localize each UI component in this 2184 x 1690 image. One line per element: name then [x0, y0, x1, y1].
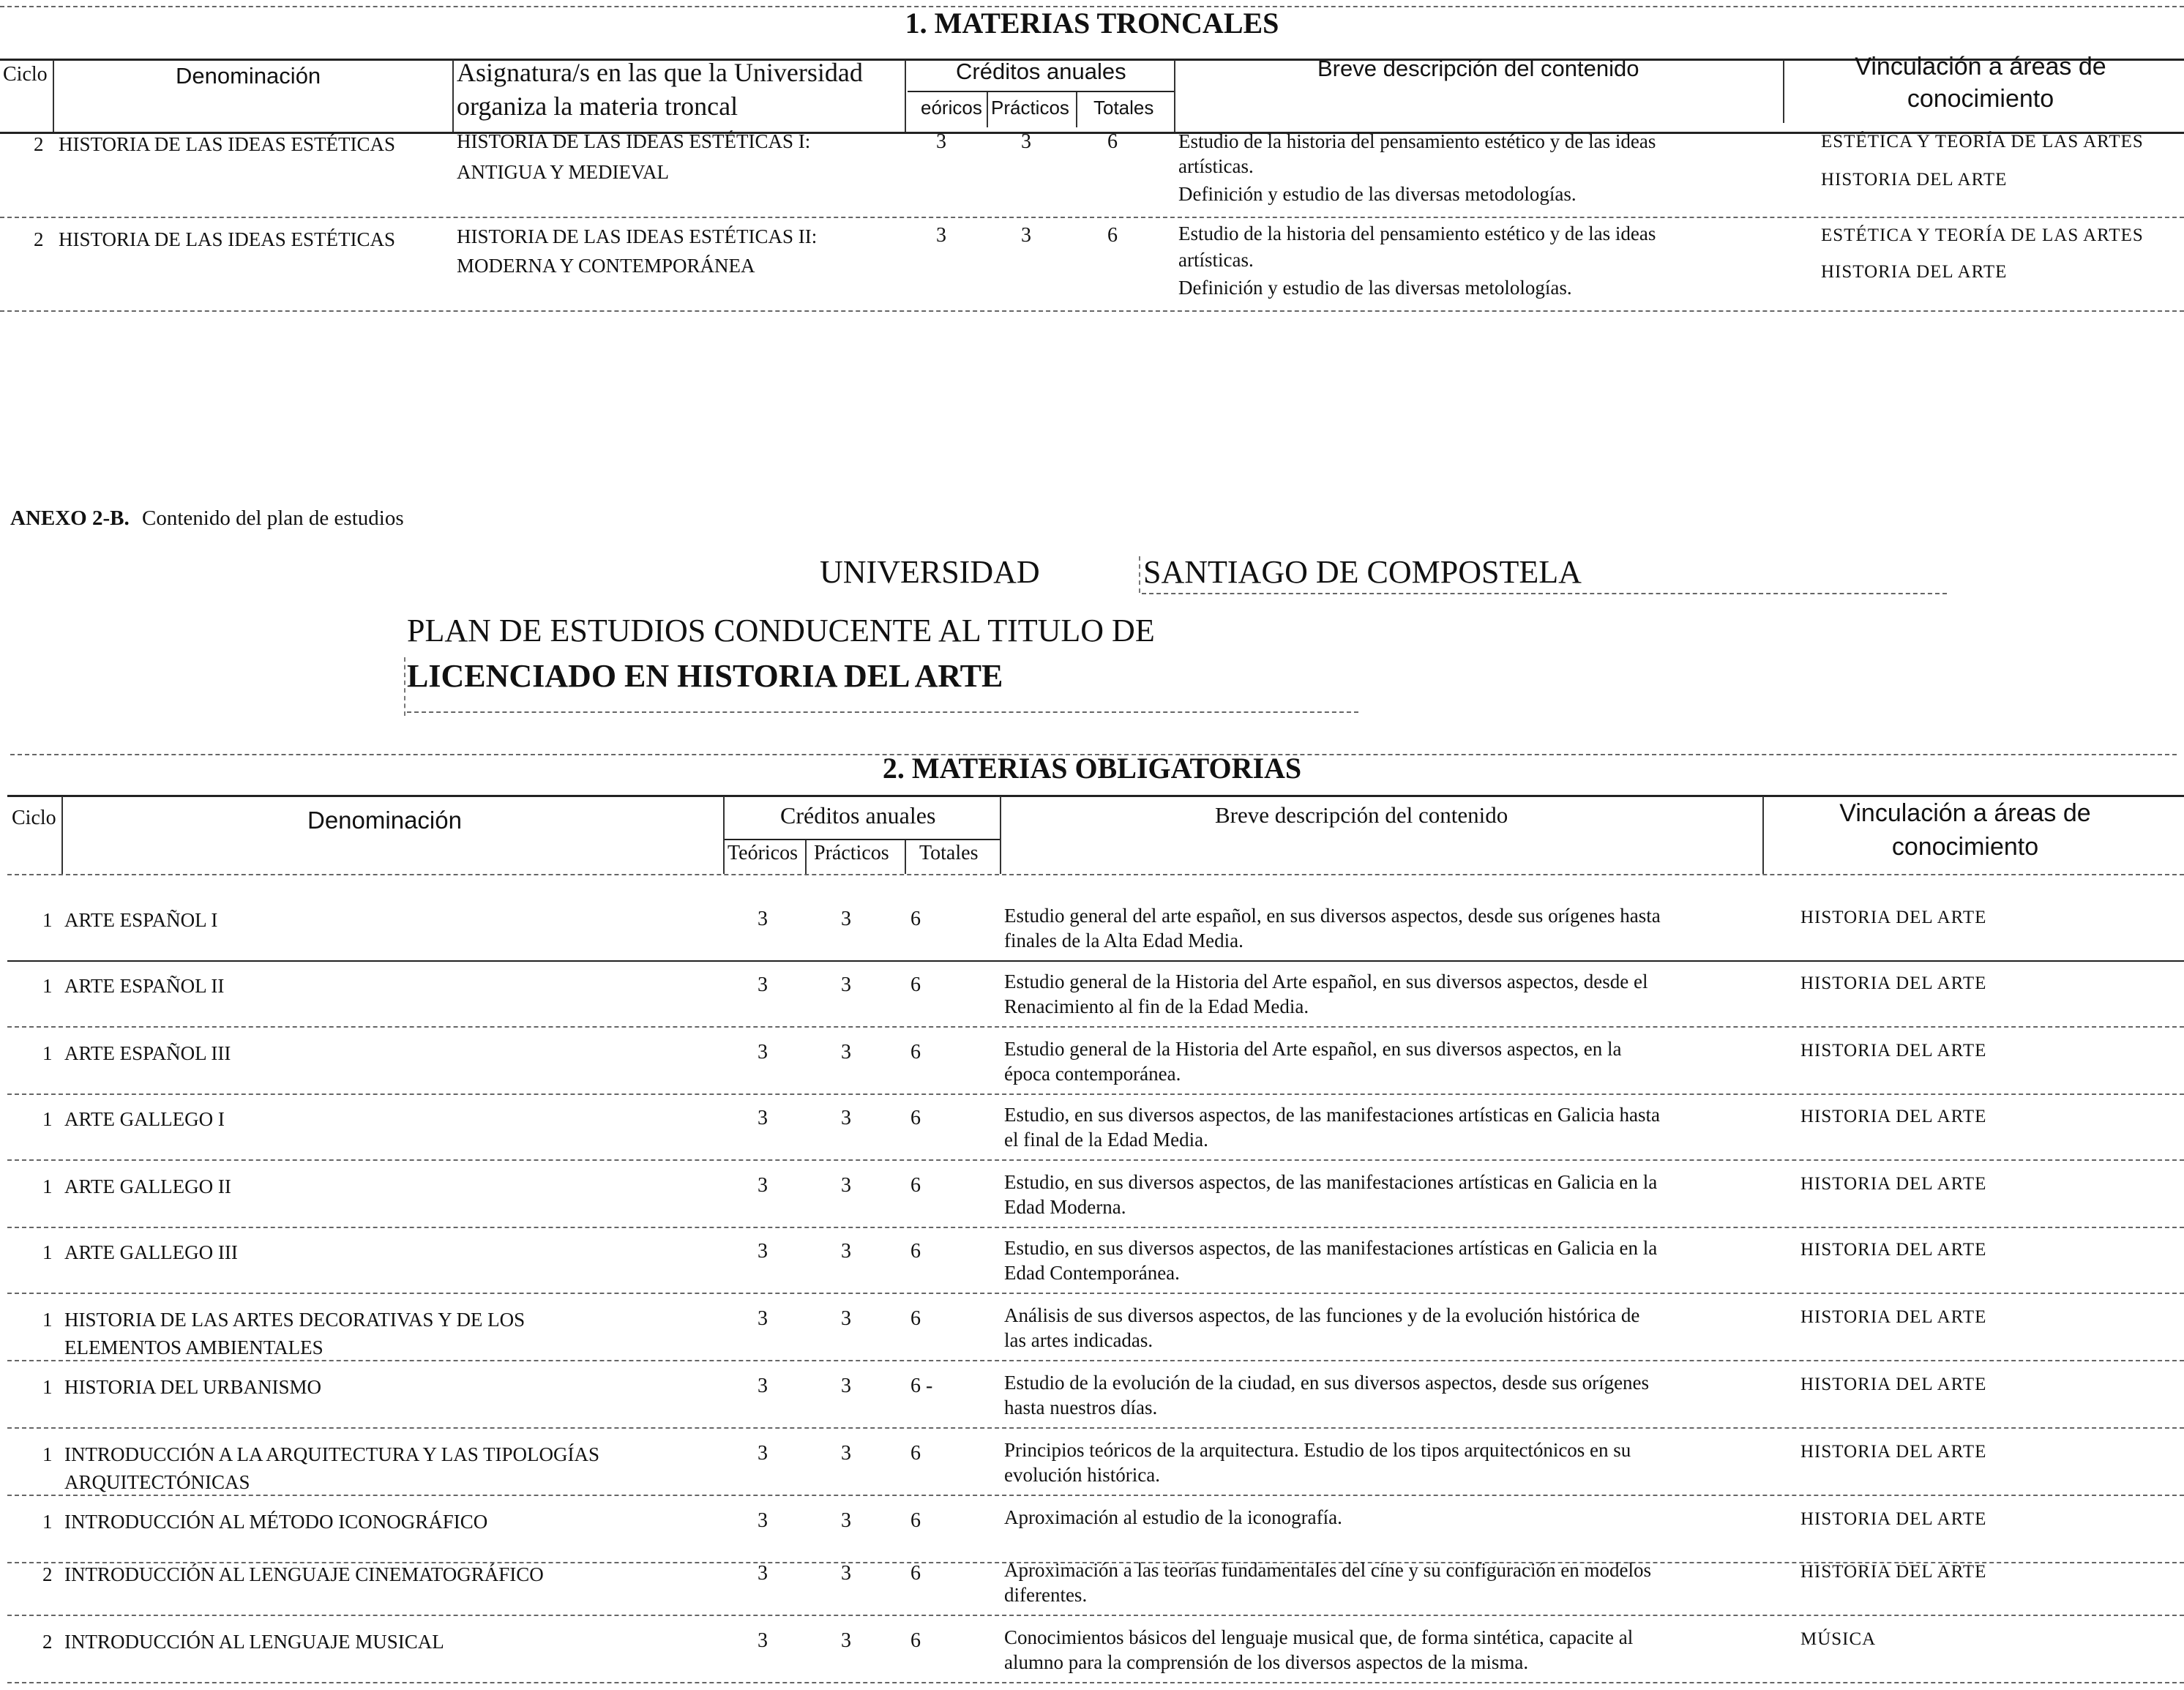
row-ciclo: 2 [42, 1631, 53, 1653]
anexo-line [10, 506, 404, 531]
header-asignaturas-2: organiza la materia troncal [457, 91, 738, 121]
row-desc-2: diferentes. [1004, 1584, 1088, 1606]
section2-header-top-rule [7, 795, 2184, 797]
header-vinculacion-2: conocimiento [1891, 833, 2039, 861]
plan-rule [407, 711, 1358, 713]
row-totales: 6 [910, 1041, 921, 1063]
university-rule [1142, 593, 1947, 594]
header-creditos: Créditos anuales [780, 802, 936, 829]
row-totales: 6 [910, 973, 921, 996]
row-area: HISTORIA DEL ARTE [1800, 1174, 1987, 1194]
row-denominacion: HISTORIA DE LAS IDEAS ESTÉTICAS [59, 228, 396, 250]
row-desc-2: alumno para la comprensión de los diversos aspectos de la misma. [1004, 1651, 1529, 1673]
col-divider [1076, 92, 1077, 127]
row-teoricos: 3 [758, 1375, 768, 1397]
row-divider [7, 1293, 2184, 1294]
col-divider [805, 840, 807, 874]
row-divider [7, 1227, 2184, 1228]
row-desc-1: Estudio general de la Historia del Arte español, en sus diversos aspectos, en la [1004, 1038, 1622, 1060]
row-divider [7, 1682, 2184, 1683]
row-totales: 6 [1107, 130, 1118, 153]
row-asignatura-1: HISTORIA DE LAS IDEAS ESTÉTICAS II: [457, 225, 818, 247]
row-denominacion-1: ARTE ESPAÑOL II [64, 975, 225, 997]
row-denominacion-1: INTRODUCCIÓN AL LENGUAJE MUSICAL [64, 1631, 444, 1653]
row-ciclo: 2 [34, 228, 44, 250]
row-teoricos: 3 [758, 1041, 768, 1063]
row-denominacion-1: HISTORIA DEL URBANISMO [64, 1376, 322, 1398]
row-denominacion-1: INTRODUCCIÓN A LA ARQUITECTURA Y LAS TIPOLOGÍAS [64, 1443, 600, 1465]
row-ciclo: 1 [42, 1241, 53, 1263]
row-totales: 6 [910, 1240, 921, 1263]
row-totales: 6 - [910, 1375, 933, 1397]
row-area: HISTORIA DEL ARTE [1800, 1442, 1987, 1462]
header-teoricos: Teóricos [728, 842, 799, 864]
row-totales: 6 [910, 1629, 921, 1652]
row-desc-2: artísticas. [1178, 249, 1254, 271]
row-area-1: ESTÉTICA Y TEORÍA DE LAS ARTES [1821, 225, 2144, 245]
row-desc-3: Definición y estudio de las diversas metodologías. [1178, 183, 1577, 205]
row-practicos: 3 [841, 1442, 851, 1465]
row-teoricos: 3 [758, 1629, 768, 1652]
row-ciclo: 1 [42, 975, 53, 997]
row-ciclo: 1 [42, 1511, 53, 1533]
row-desc-1: Estudio de la historia del pensamiento estético y de las ideas [1178, 223, 1656, 244]
row-denominacion: HISTORIA DE LAS IDEAS ESTÉTICAS [59, 133, 396, 155]
row-ciclo: 2 [42, 1563, 53, 1585]
row-practicos: 3 [841, 908, 851, 930]
row-desc-1: Aproximación al estudio de la iconografía. [1004, 1506, 1342, 1528]
row-totales: 6 [910, 1174, 921, 1197]
row-area-2: HISTORIA DEL ARTE [1821, 170, 2008, 190]
row-desc-1: Estudio general de la Historia del Arte español, en sus diversos aspectos, desde el [1004, 971, 1648, 992]
row-totales: 6 [910, 1307, 921, 1330]
section2-title: 2. MATERIAS OBLIGATORIAS [882, 752, 1302, 785]
header-totales: Totales [1093, 97, 1154, 119]
row-practicos: 3 [841, 1240, 851, 1263]
header-practicos: Prácticos [814, 842, 889, 864]
row-divider [7, 1427, 2184, 1429]
row-teoricos: 3 [758, 1562, 768, 1585]
row-denominacion-1: ARTE ESPAÑOL I [64, 909, 218, 931]
row-denominacion-2: ARQUITECTÓNICAS [64, 1471, 250, 1493]
row-teoricos: 3 [758, 1174, 768, 1197]
creditos-subrule [908, 91, 1174, 92]
university-label: UNIVERSIDAD [820, 554, 1040, 590]
header-descripcion: Breve descripción del contenido [1317, 56, 1639, 81]
row-desc-3: Definición y estudio de las diversas metolologías. [1178, 277, 1572, 299]
anexo-text: Contenido del plan de estudios [141, 506, 404, 530]
row-denominacion-1: HISTORIA DE LAS ARTES DECORATIVAS Y DE LOS [64, 1309, 526, 1331]
row-asignatura-1: HISTORIA DE LAS IDEAS ESTÉTICAS I: [457, 130, 811, 152]
row-desc-1: Estudio general del arte español, en sus diversos aspectos, desde sus orígenes hasta [1004, 905, 1661, 927]
row-divider [7, 1360, 2184, 1361]
row-totales: 6 [910, 1442, 921, 1465]
row-area: HISTORIA DEL ARTE [1800, 1307, 1987, 1327]
row-totales: 6 [910, 1562, 921, 1585]
row-practicos: 3 [841, 1041, 851, 1063]
row-totales: 6 [910, 908, 921, 930]
row-practicos: 3 [841, 1629, 851, 1652]
row-desc-2: evolución histórica. [1004, 1464, 1160, 1486]
row-denominacion-1: ARTE GALLEGO III [64, 1241, 238, 1263]
col-divider [1174, 60, 1175, 133]
row-divider [7, 1159, 2184, 1161]
row-divider [0, 310, 2184, 312]
university-divider [1139, 556, 1140, 593]
row-ciclo: 1 [42, 1175, 53, 1197]
row-ciclo: 1 [42, 1108, 53, 1130]
row-desc-1: Estudio, en sus diversos aspectos, de las manifestaciones artísticas en Galicia en la [1004, 1171, 1658, 1193]
plan-divider [404, 657, 405, 716]
row-practicos: 3 [841, 1107, 851, 1129]
row-teoricos: 3 [758, 1442, 768, 1465]
row-divider [7, 1093, 2184, 1095]
row-practicos: 3 [841, 1174, 851, 1197]
row-denominacion-1: ARTE ESPAÑOL III [64, 1042, 231, 1064]
row-totales: 6 [910, 1107, 921, 1129]
row-area-1: ESTÉTICA Y TEORÍA DE LAS ARTES [1821, 132, 2144, 152]
header-vinculacion-1: Vinculación a áreas de [1855, 53, 2106, 81]
header-vinculacion-2: conocimiento [1907, 85, 2054, 113]
row-denominacion-1: INTRODUCCIÓN AL MÉTODO ICONOGRÁFICO [64, 1511, 488, 1533]
creditos-subrule [725, 839, 1000, 840]
row-divider [0, 217, 2184, 218]
col-divider [723, 796, 725, 874]
header-vinculacion-1: Vinculación a áreas de [1839, 799, 2091, 827]
row-ciclo: 1 [42, 1376, 53, 1398]
row-practicos: 3 [841, 1307, 851, 1330]
row-totales: 6 [910, 1509, 921, 1532]
row-teoricos: 3 [758, 1107, 768, 1129]
header-teoricos: eóricos [921, 97, 982, 119]
row-desc-1: Análisis de sus diversos aspectos, de las funciones y de la evolución histórica de [1004, 1304, 1640, 1326]
row-divider [7, 1615, 2184, 1616]
row-denominacion-1: ARTE GALLEGO I [64, 1108, 225, 1130]
row-asignatura-2: ANTIGUA Y MEDIEVAL [457, 161, 669, 183]
section2-header-bottom-rule [7, 874, 2184, 875]
anexo-label: ANEXO 2-B. [10, 506, 130, 530]
header-practicos: Prácticos [991, 97, 1069, 119]
header-asignaturas-1: Asignatura/s en las que la Universidad [457, 58, 863, 87]
row-area-2: HISTORIA DEL ARTE [1821, 262, 2008, 282]
row-desc-1: Principios teóricos de la arquitectura. Estudio de los tipos arquitectónicos en su [1004, 1439, 1631, 1461]
col-divider [452, 60, 454, 133]
row-area: MÚSICA [1800, 1629, 1877, 1649]
row-area: HISTORIA DEL ARTE [1800, 908, 1987, 927]
col-divider [987, 92, 988, 127]
row-desc-2: Edad Contemporánea. [1004, 1262, 1180, 1284]
header-denominacion: Denominación [176, 63, 321, 89]
row-area: HISTORIA DEL ARTE [1800, 1041, 1987, 1061]
row-ciclo: 2 [34, 133, 44, 155]
col-divider [1000, 796, 1001, 874]
row-area: HISTORIA DEL ARTE [1800, 1509, 1987, 1529]
header-totales: Totales [919, 842, 979, 864]
row-area: HISTORIA DEL ARTE [1800, 1375, 1987, 1394]
plan-line-1: PLAN DE ESTUDIOS CONDUCENTE AL TITULO DE [407, 613, 1155, 648]
row-teoricos: 3 [936, 130, 946, 153]
row-desc-2: las artes indicadas. [1004, 1329, 1153, 1351]
row-denominacion-1: INTRODUCCIÓN AL LENGUAJE CINEMATOGRÁFICO [64, 1563, 544, 1585]
row-ciclo: 1 [42, 1042, 53, 1064]
row-desc-2: Edad Moderna. [1004, 1196, 1126, 1218]
col-divider [53, 60, 54, 133]
row-denominacion-2: ELEMENTOS AMBIENTALES [64, 1336, 324, 1358]
row-desc-1: Aproximación a las teorías fundamentales del cine y su configuración en modelos [1004, 1559, 1651, 1581]
row-desc-2: artísticas. [1178, 155, 1254, 177]
row-desc-2: hasta nuestros días. [1004, 1397, 1158, 1418]
row-practicos: 3 [1021, 130, 1031, 153]
row-ciclo: 1 [42, 909, 53, 931]
row-ciclo: 1 [42, 1309, 53, 1331]
row-teoricos: 3 [758, 973, 768, 996]
row-asignatura-2: MODERNA Y CONTEMPORÁNEA [457, 255, 755, 277]
row-area: HISTORIA DEL ARTE [1800, 1562, 1987, 1582]
col-divider [905, 60, 906, 133]
row-practicos: 3 [841, 1375, 851, 1397]
row-divider [7, 1495, 2184, 1496]
row-practicos: 3 [841, 973, 851, 996]
row-divider [7, 1026, 2184, 1028]
row-practicos: 3 [841, 1509, 851, 1532]
section1-title: 1. MATERIAS TRONCALES [905, 7, 1279, 40]
header-creditos: Créditos anuales [956, 59, 1126, 84]
row-desc-1: Estudio de la historia del pensamiento estético y de las ideas [1178, 130, 1656, 152]
header-denominacion: Denominación [307, 807, 462, 834]
header-ciclo: Ciclo [3, 63, 48, 86]
row-area: HISTORIA DEL ARTE [1800, 1240, 1987, 1260]
row-desc-2: Renacimiento al fin de la Edad Media. [1004, 995, 1309, 1017]
row-teoricos: 3 [758, 1307, 768, 1330]
row-ciclo: 1 [42, 1443, 53, 1465]
plan-line-2: LICENCIADO EN HISTORIA DEL ARTE [407, 658, 1003, 694]
row-desc-1: Estudio de la evolución de la ciudad, en sus diversos aspectos, desde sus orígenes [1004, 1372, 1650, 1394]
row-teoricos: 3 [936, 224, 946, 247]
row-desc-2: finales de la Alta Edad Media. [1004, 930, 1244, 951]
row-denominacion-1: ARTE GALLEGO II [64, 1175, 231, 1197]
row-desc-1: Conocimientos básicos del lenguaje musical que, de forma sintética, capacite al [1004, 1626, 1634, 1648]
row-desc-2: época contemporánea. [1004, 1063, 1181, 1085]
row-desc-2: el final de la Edad Media. [1004, 1129, 1208, 1151]
row-practicos: 3 [1021, 224, 1031, 247]
col-divider [61, 796, 63, 874]
university-name: SANTIAGO DE COMPOSTELA [1143, 554, 1582, 590]
header-descripcion: Breve descripción del contenido [1215, 802, 1508, 828]
row-area: HISTORIA DEL ARTE [1800, 973, 1987, 993]
row-teoricos: 3 [758, 1240, 768, 1263]
row-area: HISTORIA DEL ARTE [1800, 1107, 1987, 1126]
row-teoricos: 3 [758, 1509, 768, 1532]
header-ciclo: Ciclo [12, 807, 56, 829]
col-divider [905, 840, 906, 874]
row-practicos: 3 [841, 1562, 851, 1585]
row-totales: 6 [1107, 224, 1118, 247]
row-teoricos: 3 [758, 908, 768, 930]
row-desc-1: Estudio, en sus diversos aspectos, de las manifestaciones artísticas en Galicia hasta [1004, 1104, 1660, 1126]
row-desc-1: Estudio, en sus diversos aspectos, de las manifestaciones artísticas en Galicia en la [1004, 1237, 1658, 1259]
row-divider [7, 960, 2184, 962]
